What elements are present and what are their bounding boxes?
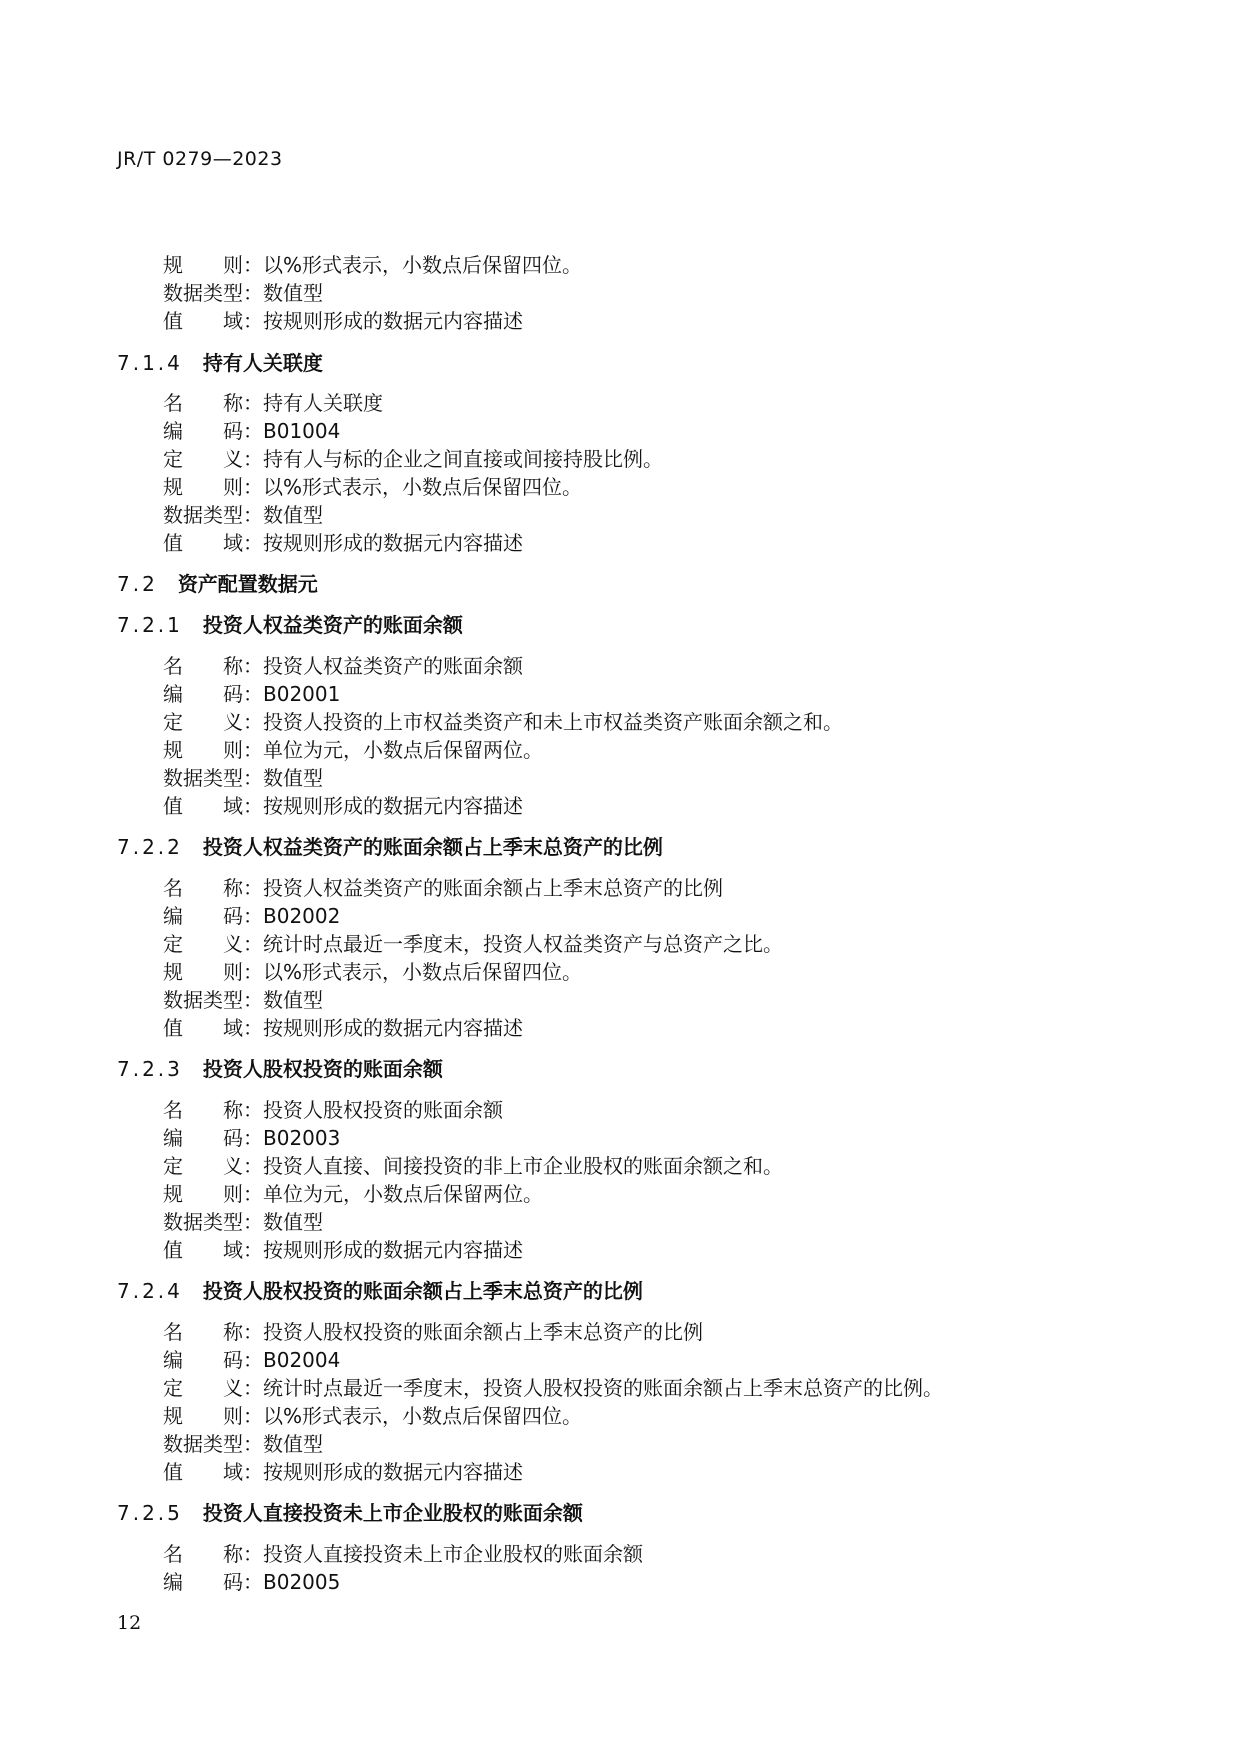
section-title: 投资人股权投资的账面余额	[202, 1057, 443, 1081]
field-definition	[163, 1374, 943, 1402]
field-value: 按规则形成的数据元内容描述	[263, 794, 523, 818]
field-code	[163, 1568, 340, 1596]
field-data-type	[163, 501, 323, 529]
page-number: 12	[117, 1612, 142, 1634]
field-value: 数值型	[263, 503, 323, 527]
section-heading-7-2-2	[117, 833, 663, 861]
field-value: 投资人直接投资未上市企业股权的账面余额	[263, 1542, 643, 1566]
field-value: 投资人直接、间接投资的非上市企业股权的账面余额之和。	[263, 1154, 783, 1178]
section-heading-7-1-4	[117, 349, 323, 377]
field-code	[163, 417, 340, 445]
field-definition	[163, 930, 783, 958]
section-number: 7.2.4	[117, 1279, 183, 1303]
section-title: 投资人股权投资的账面余额占上季末总资产的比例	[202, 1279, 643, 1303]
field-value: 数值型	[263, 766, 323, 790]
field-definition	[163, 1152, 783, 1180]
field-code	[163, 1346, 340, 1374]
field-data-type	[163, 764, 323, 792]
field-label: 编 码：	[163, 904, 263, 928]
field-label: 值 域：	[163, 531, 263, 555]
section-title: 投资人权益类资产的账面余额占上季末总资产的比例	[202, 835, 663, 859]
field-label: 定 义：	[163, 932, 263, 956]
field-code	[163, 1124, 340, 1152]
field-domain	[163, 792, 523, 820]
section-title: 投资人权益类资产的账面余额	[202, 613, 463, 637]
section-title: 投资人直接投资未上市企业股权的账面余额	[202, 1501, 583, 1525]
field-value: 投资人权益类资产的账面余额占上季末总资产的比例	[263, 876, 723, 900]
field-value: 以%形式表示，小数点后保留四位。	[263, 960, 583, 984]
field-domain	[163, 1014, 523, 1042]
field-value: B02004	[263, 1348, 341, 1372]
field-code	[163, 680, 340, 708]
field-value: 按规则形成的数据元内容描述	[263, 531, 523, 555]
section-number: 7.2.2	[117, 835, 183, 859]
field-label: 编 码：	[163, 1570, 263, 1594]
field-value: 投资人权益类资产的账面余额	[263, 654, 523, 678]
document-code-header: JR/T 0279—2023	[117, 148, 283, 170]
section-number: 7.1.4	[117, 351, 183, 375]
field-label: 数据类型：	[163, 1210, 263, 1234]
field-value: B02002	[263, 904, 341, 928]
field-label: 规 则：	[163, 475, 263, 499]
section-number: 7.2	[117, 572, 158, 596]
field-rule	[163, 251, 582, 279]
field-rule	[163, 1402, 582, 1430]
section-number: 7.2.1	[117, 613, 183, 637]
section-heading-7-2-4	[117, 1277, 643, 1305]
field-name	[163, 1096, 503, 1124]
field-value: 统计时点最近一季度末，投资人股权投资的账面余额占上季末总资产的比例。	[263, 1376, 943, 1400]
field-label: 定 义：	[163, 1376, 263, 1400]
field-data-type	[163, 1430, 323, 1458]
section-title: 持有人关联度	[202, 351, 323, 375]
field-definition	[163, 708, 843, 736]
field-value: 投资人股权投资的账面余额占上季末总资产的比例	[263, 1320, 703, 1344]
field-label: 定 义：	[163, 710, 263, 734]
section-heading-7-2-1	[117, 611, 463, 639]
field-value: 数值型	[263, 1432, 323, 1456]
field-value: 持有人与标的企业之间直接或间接持股比例。	[263, 447, 663, 471]
field-label: 编 码：	[163, 1126, 263, 1150]
field-data-type	[163, 986, 323, 1014]
field-label: 规 则：	[163, 1182, 263, 1206]
field-domain	[163, 529, 523, 557]
field-value: 按规则形成的数据元内容描述	[263, 1238, 523, 1262]
field-name	[163, 389, 383, 417]
field-definition	[163, 445, 663, 473]
field-label: 编 码：	[163, 1348, 263, 1372]
field-value: 投资人股权投资的账面余额	[263, 1098, 503, 1122]
field-data-type	[163, 279, 323, 307]
field-value: 持有人关联度	[263, 391, 383, 415]
field-domain	[163, 1458, 523, 1486]
field-value: 按规则形成的数据元内容描述	[263, 1016, 523, 1040]
field-label: 数据类型：	[163, 503, 263, 527]
field-label: 名 称：	[163, 391, 263, 415]
field-label: 规 则：	[163, 1404, 263, 1428]
field-rule	[163, 736, 543, 764]
field-label: 数据类型：	[163, 766, 263, 790]
field-label: 值 域：	[163, 794, 263, 818]
field-label: 名 称：	[163, 1320, 263, 1344]
field-label: 规 则：	[163, 738, 263, 762]
field-data-type	[163, 1208, 323, 1236]
field-value: 按规则形成的数据元内容描述	[263, 1460, 523, 1484]
field-rule	[163, 1180, 543, 1208]
section-title: 资产配置数据元	[177, 572, 318, 596]
field-value: B02001	[263, 682, 341, 706]
field-label: 规 则：	[163, 253, 263, 277]
field-name	[163, 874, 723, 902]
field-label: 值 域：	[163, 309, 263, 333]
field-domain	[163, 307, 523, 335]
field-value: 以%形式表示，小数点后保留四位。	[263, 475, 583, 499]
section-heading-7-2	[117, 570, 318, 598]
field-label: 值 域：	[163, 1238, 263, 1262]
field-rule	[163, 473, 582, 501]
field-label: 定 义：	[163, 1154, 263, 1178]
field-label: 值 域：	[163, 1460, 263, 1484]
field-name	[163, 1318, 703, 1346]
field-value: B02003	[263, 1126, 341, 1150]
field-label: 编 码：	[163, 682, 263, 706]
field-label: 数据类型：	[163, 988, 263, 1012]
field-value: B01004	[263, 419, 341, 443]
field-label: 编 码：	[163, 419, 263, 443]
field-value: B02005	[263, 1570, 341, 1594]
field-label: 值 域：	[163, 1016, 263, 1040]
field-value: 以%形式表示，小数点后保留四位。	[263, 1404, 583, 1428]
field-label: 名 称：	[163, 1542, 263, 1566]
field-value: 单位为元，小数点后保留两位。	[263, 1182, 543, 1206]
field-name	[163, 652, 523, 680]
section-heading-7-2-3	[117, 1055, 443, 1083]
field-label: 定 义：	[163, 447, 263, 471]
field-value: 统计时点最近一季度末，投资人权益类资产与总资产之比。	[263, 932, 783, 956]
field-value: 数值型	[263, 1210, 323, 1234]
field-value: 以%形式表示，小数点后保留四位。	[263, 253, 583, 277]
field-label: 规 则：	[163, 960, 263, 984]
field-value: 按规则形成的数据元内容描述	[263, 309, 523, 333]
field-label: 名 称：	[163, 1098, 263, 1122]
field-code	[163, 902, 340, 930]
field-domain	[163, 1236, 523, 1264]
field-rule	[163, 958, 582, 986]
field-name	[163, 1540, 643, 1568]
field-label: 名 称：	[163, 654, 263, 678]
field-value: 投资人投资的上市权益类资产和未上市权益类资产账面余额之和。	[263, 710, 843, 734]
section-heading-7-2-5	[117, 1499, 583, 1527]
section-number: 7.2.5	[117, 1501, 183, 1525]
field-label: 数据类型：	[163, 281, 263, 305]
section-number: 7.2.3	[117, 1057, 183, 1081]
field-label: 数据类型：	[163, 1432, 263, 1456]
field-label: 名 称：	[163, 876, 263, 900]
field-value: 数值型	[263, 281, 323, 305]
field-value: 单位为元，小数点后保留两位。	[263, 738, 543, 762]
field-value: 数值型	[263, 988, 323, 1012]
